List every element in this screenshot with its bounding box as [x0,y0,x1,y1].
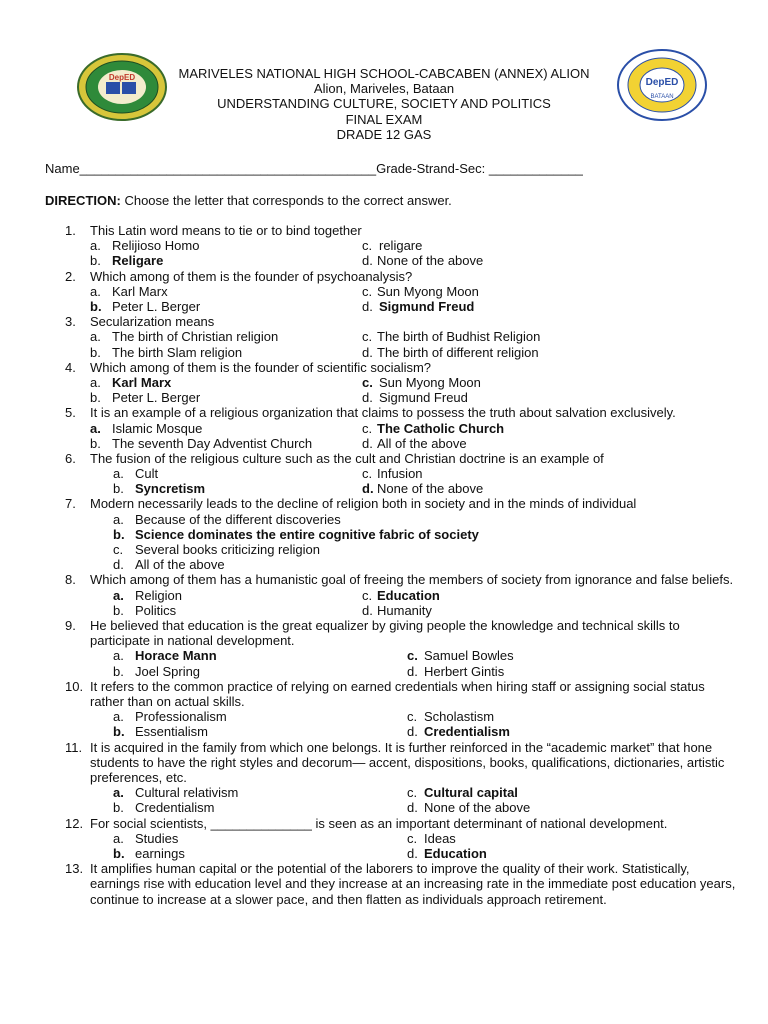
option-text: Science dominates the entire cognitive fabric of society [135,526,479,542]
answer-option [407,800,530,815]
option-letter: c. [362,238,373,254]
option-letter: b. [90,298,102,314]
answer-option [90,284,168,299]
question-item [0,405,768,451]
grade-level: DRADE 12 GAS [336,126,432,142]
option-text: Cultural capital [424,785,518,801]
question-item [0,496,768,572]
option-text: Because of the different discoveries [135,511,341,527]
question-text: It amplifies human capital or the potential of the laborers to improve the quality of their work. Statistically, earnings rise with education level and they increase at an increasing rate in the immediate post education years, continue to increase at a slower pace, and then flatten as individuals approach retirement. [90,861,736,907]
option-row [0,466,768,481]
option-text: earnings [135,845,185,861]
question-item [0,679,768,740]
option-letter: d. [407,845,418,861]
option-letter: c. [362,466,373,482]
option-letter: a. [113,648,124,664]
question-number: 3. [65,314,76,330]
answer-option [362,466,423,481]
question-stem [0,816,768,831]
option-text: The birth of different religion [377,344,539,360]
option-row [0,800,768,815]
option-row [0,588,768,603]
question-item [0,223,768,269]
answer-option [362,375,481,390]
answer-option [362,238,422,253]
option-letter: a. [90,283,101,299]
option-row [0,238,768,253]
option-text: Relijioso Homo [112,238,200,254]
answer-option [362,284,479,299]
subject-title: UNDERSTANDING CULTURE, SOCIETY AND POLITICS [217,96,551,112]
option-text: Religion [135,587,182,603]
question-number: 5. [65,405,76,421]
option-letter: a. [90,420,101,436]
answer-option [407,724,510,739]
svg-text:DepED: DepED [645,77,679,88]
question-item [0,861,768,907]
answer-option [407,709,494,724]
question-text: Secularization means [90,314,215,330]
question-stem [0,223,768,238]
option-row [0,436,768,451]
answer-option [90,375,171,390]
question-stem [0,269,768,284]
answer-option [362,421,504,436]
answer-option [113,800,214,815]
school-address: Alion, Mariveles, Bataan [313,81,455,97]
answer-option [407,831,456,846]
option-letter: c. [362,374,373,390]
question-number: 6. [65,450,76,466]
option-letter: d. [113,557,124,573]
option-row [0,345,768,360]
question-stem [0,618,768,648]
answer-option [113,603,176,618]
option-letter: c. [362,283,373,299]
option-text: Sun Myong Moon [377,283,479,299]
option-text: Education [424,845,487,861]
answer-option [362,588,440,603]
answer-option [113,527,479,542]
option-text: Islamic Mosque [112,420,203,436]
option-letter: d. [362,253,373,269]
svg-text:DepED: DepED [108,73,136,82]
answer-option [362,253,483,268]
option-letter: d. [407,663,418,679]
option-text: Ideas [424,830,456,846]
option-row [0,329,768,344]
option-letter: a. [90,238,101,254]
question-number: 10. [65,678,84,694]
question-number: 1. [65,223,76,238]
question-item [0,314,768,360]
answer-option [90,299,200,314]
option-letter: a. [113,830,124,846]
option-letter: c. [407,648,418,664]
option-letter: b. [113,602,124,618]
answer-option [113,557,225,572]
option-letter: c. [113,542,124,558]
option-letter: b. [90,390,101,406]
answer-option [113,588,182,603]
option-letter: d. [407,724,418,740]
school-name: MARIVELES NATIONAL HIGH SCHOOL-CABCABEN (ANNEX) ALION [178,66,590,81]
option-row [0,512,768,527]
option-text: Horace Mann [135,648,217,664]
question-item [0,740,768,816]
answer-option [407,785,518,800]
question-text: The fusion of the religious culture such as the cult and Christian doctrine is an example of [90,450,604,466]
option-letter: c. [362,329,373,345]
exam-title: FINAL EXAM [345,111,423,127]
answer-option [407,664,504,679]
option-row [0,421,768,436]
option-letter: d. [407,800,418,816]
option-letter: a. [113,511,124,527]
option-text: Several books criticizing religion [135,542,320,558]
question-text: He believed that education is the great equalizer by giving people the knowledge and technical skills to participate in national development. [90,618,680,649]
answer-option [362,299,474,314]
question-text: Modern necessarily leads to the decline of religion both in society and in the minds of individual [90,496,637,512]
option-letter: c. [362,420,373,436]
answer-option [90,436,312,451]
option-text: All of the above [377,435,467,451]
option-letter: b. [90,344,101,360]
option-text: The Catholic Church [377,420,505,436]
question-item [0,360,768,406]
svg-text:BATAAN: BATAAN [650,94,674,100]
answer-option [90,329,278,344]
answer-option [113,709,227,724]
option-text: Religare [112,253,164,269]
question-number: 2. [65,268,76,284]
option-row [0,785,768,800]
option-row [0,846,768,861]
answer-option [407,846,487,861]
answer-option [90,238,199,253]
answer-option [362,436,467,451]
option-letter: a. [90,374,101,390]
option-letter: b. [113,845,125,861]
option-text: Sigmund Freud [379,298,475,314]
direction-text: Choose the letter that corresponds to the correct answer. [120,193,452,208]
question-number: 4. [65,359,76,375]
question-item [0,451,768,497]
option-letter: c. [407,830,418,846]
question-list [0,223,768,907]
question-item [0,269,768,315]
option-text: Cultural relativism [135,785,239,801]
option-text: religare [379,238,423,254]
answer-option [362,345,539,360]
option-text: Peter L. Berger [112,390,201,406]
option-row [0,664,768,679]
option-row [0,284,768,299]
question-number: 11. [65,739,83,755]
option-letter: a. [90,329,101,345]
question-stem [0,451,768,466]
option-text: Karl Marx [112,374,172,390]
question-item [0,572,768,618]
exam-header [0,66,768,142]
option-text: Education [377,587,440,603]
answer-option [90,253,163,268]
question-text: Which among of them is the founder of scientific socialism? [90,359,432,375]
answer-option [90,421,202,436]
question-stem [0,360,768,375]
option-text: Politics [135,602,177,618]
direction-label: DIRECTION: [45,193,121,208]
option-letter: b. [113,724,125,740]
option-text: Infusion [377,466,423,482]
question-stem [0,572,768,587]
answer-option [113,466,158,481]
option-text: Cult [135,466,159,482]
option-row [0,557,768,572]
question-number: 12. [65,815,84,831]
question-number: 8. [65,572,76,588]
answer-option [362,390,468,405]
option-text: Credentialism [424,724,510,740]
option-text: Sun Myong Moon [379,374,481,390]
question-stem [0,405,768,420]
option-text: Peter L. Berger [112,298,201,314]
question-item [0,816,768,862]
option-letter: b. [113,663,124,679]
option-text: Syncretism [135,481,206,497]
answer-option [362,481,483,496]
option-letter: d. [362,298,373,314]
question-text: Which among of them is the founder of psychoanalysis? [90,268,413,284]
option-text: Credentialism [135,800,215,816]
answer-option [113,542,320,557]
option-letter: a. [113,785,124,801]
question-number: 9. [65,618,76,633]
option-letter: c. [407,709,418,725]
answer-option [113,724,208,739]
option-row [0,481,768,496]
option-letter: d. [362,435,373,451]
answer-option [407,648,514,663]
option-text: Humanity [377,602,432,618]
option-letter: b. [113,526,125,542]
question-text: It refers to the common practice of relying on earned credentials when hiring staff or assigning social status rather than on actual skills. [90,678,705,709]
question-stem [0,679,768,709]
answer-option [113,785,238,800]
question-stem [0,740,768,786]
answer-option [113,664,200,679]
option-letter: b. [113,481,124,497]
option-letter: b. [90,253,101,269]
option-text: None of the above [377,253,484,269]
option-letter: b. [90,435,101,451]
option-row [0,299,768,314]
question-stem [0,861,768,907]
option-row [0,390,768,405]
option-text: Essentialism [135,724,208,740]
question-stem [0,314,768,329]
option-letter: b. [113,800,124,816]
option-text: All of the above [135,557,225,573]
answer-option [113,648,217,663]
option-letter: d. [362,481,374,497]
question-number: 7. [65,496,76,512]
option-text: Samuel Bowles [424,648,514,664]
option-letter: c. [362,587,373,603]
option-text: Karl Marx [112,283,168,299]
option-letter: d. [362,390,373,406]
question-text: Which among of them has a humanistic goal of freeing the members of society from ignorance and false beliefs. [90,572,734,588]
option-letter: a. [113,587,124,603]
answer-option [90,345,242,360]
option-row [0,724,768,739]
option-row [0,527,768,542]
option-text: Studies [135,830,179,846]
answer-option [113,481,205,496]
question-stem [0,496,768,511]
option-text: Herbert Gintis [424,663,505,679]
option-text: None of the above [377,481,484,497]
question-text: It is acquired in the family from which one belongs. It is further reinforced in the “academic market” that hone students to have the right styles and decorum— accent, dispositions, books, qualifications, dictionaries, artistic preferences, etc. [90,739,725,785]
answer-option [113,846,185,861]
option-text: Professionalism [135,709,227,725]
option-row [0,831,768,846]
option-text: The birth of Christian religion [112,329,279,345]
answer-option [113,831,178,846]
option-row [0,709,768,724]
option-text: The birth Slam religion [112,344,243,360]
option-row [0,603,768,618]
option-text: Scholastism [424,709,495,725]
question-text: This Latin word means to tie or to bind together [90,223,362,238]
option-letter: d. [362,602,373,618]
option-letter: c. [407,785,418,801]
question-number: 13. [65,861,84,877]
option-text: None of the above [424,800,531,816]
option-letter: a. [113,709,124,725]
option-letter: d. [362,344,373,360]
question-text: For social scientists, ______________ is seen as an important determinant of national development. [90,815,668,831]
option-row [0,253,768,268]
answer-option [362,603,432,618]
answer-option [113,512,341,527]
direction-instruction [45,193,452,208]
option-text: Joel Spring [135,663,201,679]
answer-option [362,329,540,344]
option-row [0,648,768,663]
option-letter: a. [113,466,124,482]
name-grade-field-line: Name_________________________________________Grade-Strand-Sec: _____________ [45,161,583,176]
question-text: It is an example of a religious organization that claims to possess the truth about salvation exclusively. [90,405,676,421]
option-text: The seventh Day Adventist Church [112,435,313,451]
question-item [0,618,768,679]
answer-option [90,390,200,405]
option-row [0,375,768,390]
option-text: Sigmund Freud [379,390,468,406]
option-row [0,542,768,557]
option-text: The birth of Budhist Religion [377,329,541,345]
